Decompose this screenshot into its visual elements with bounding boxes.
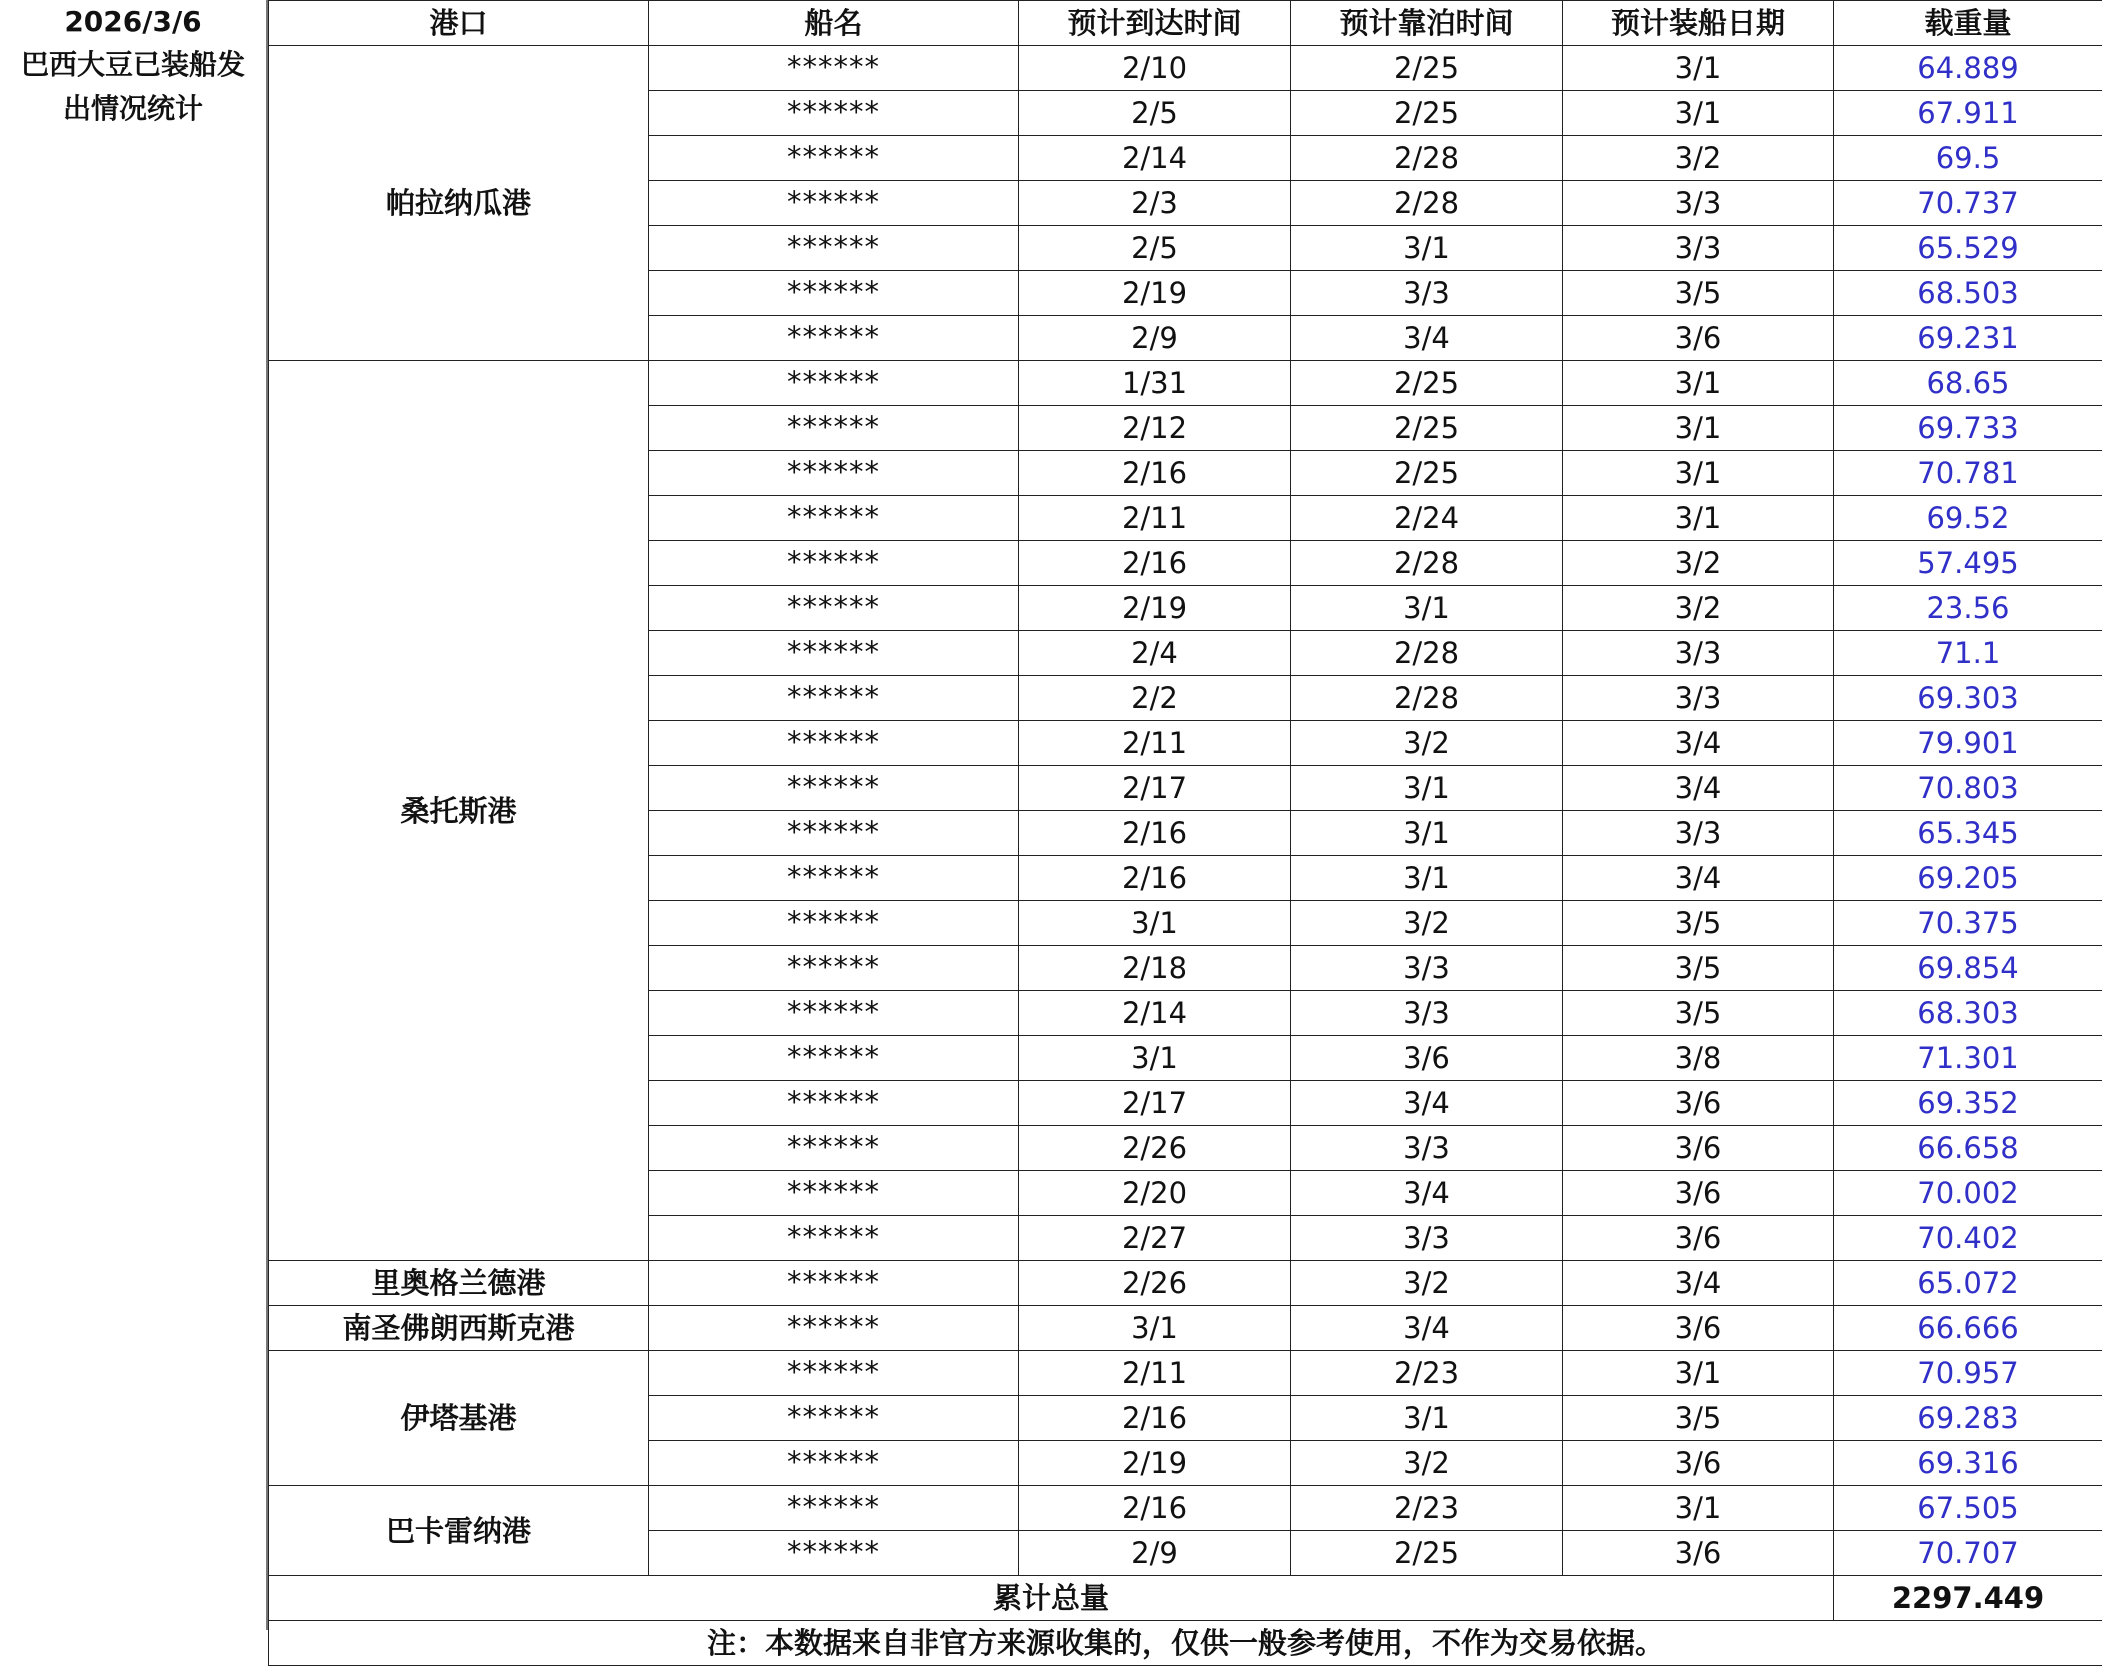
weight-cell: 70.002	[1834, 1171, 2102, 1216]
port-name-cell: 南圣佛朗西斯克港	[269, 1306, 649, 1351]
header-port: 港口	[269, 1, 649, 46]
load-date-cell: 3/1	[1563, 406, 1834, 451]
load-date-cell: 3/1	[1563, 361, 1834, 406]
arrival-cell: 2/11	[1019, 1351, 1291, 1396]
note-row	[269, 1621, 2102, 1666]
arrival-cell: 2/14	[1019, 991, 1291, 1036]
weight-cell: 69.352	[1834, 1081, 2102, 1126]
load-date-cell: 3/3	[1563, 676, 1834, 721]
port-name-cell: 伊塔基港	[269, 1351, 649, 1486]
arrival-cell: 2/4	[1019, 631, 1291, 676]
load-date-cell: 3/4	[1563, 721, 1834, 766]
arrival-cell: 2/16	[1019, 1396, 1291, 1441]
ship-name-cell: ******	[649, 1036, 1019, 1081]
header-row	[269, 1, 2102, 46]
berth-cell: 2/25	[1291, 361, 1563, 406]
berth-cell: 3/2	[1291, 1441, 1563, 1486]
arrival-cell: 2/19	[1019, 1441, 1291, 1486]
ship-name-cell: ******	[649, 1081, 1019, 1126]
arrival-cell: 2/16	[1019, 856, 1291, 901]
ship-name-cell: ******	[649, 1261, 1019, 1306]
weight-cell: 69.316	[1834, 1441, 2102, 1486]
arrival-cell: 2/27	[1019, 1216, 1291, 1261]
berth-cell: 3/3	[1291, 271, 1563, 316]
report-sidebar	[0, 0, 268, 1630]
weight-cell: 65.072	[1834, 1261, 2102, 1306]
load-date-cell: 3/3	[1563, 631, 1834, 676]
report-title: 巴西大豆已装船发出情况统计	[0, 43, 266, 131]
arrival-cell: 2/19	[1019, 271, 1291, 316]
ship-name-cell: ******	[649, 856, 1019, 901]
arrival-cell: 2/12	[1019, 406, 1291, 451]
berth-cell: 3/1	[1291, 226, 1563, 271]
ship-name-cell: ******	[649, 991, 1019, 1036]
ship-name-cell: ******	[649, 1531, 1019, 1576]
arrival-cell: 2/11	[1019, 496, 1291, 541]
ship-name-cell: ******	[649, 271, 1019, 316]
ship-name-cell: ******	[649, 1126, 1019, 1171]
berth-cell: 3/3	[1291, 991, 1563, 1036]
load-date-cell: 3/5	[1563, 1396, 1834, 1441]
weight-cell: 69.5	[1834, 136, 2102, 181]
load-date-cell: 3/5	[1563, 901, 1834, 946]
weight-cell: 71.301	[1834, 1036, 2102, 1081]
berth-cell: 2/24	[1291, 496, 1563, 541]
berth-cell: 3/3	[1291, 1126, 1563, 1171]
load-date-cell: 3/6	[1563, 1081, 1834, 1126]
ship-name-cell: ******	[649, 811, 1019, 856]
ship-name-cell: ******	[649, 496, 1019, 541]
weight-cell: 66.666	[1834, 1306, 2102, 1351]
ship-name-cell: ******	[649, 316, 1019, 361]
arrival-cell: 2/16	[1019, 1486, 1291, 1531]
header-arrival: 预计到达时间	[1019, 1, 1291, 46]
berth-cell: 2/23	[1291, 1486, 1563, 1531]
load-date-cell: 3/4	[1563, 766, 1834, 811]
arrival-cell: 2/18	[1019, 946, 1291, 991]
disclaimer-note: 注：本数据来自非官方来源收集的，仅供一般参考使用，不作为交易依据。	[269, 1621, 2102, 1666]
arrival-cell: 2/5	[1019, 91, 1291, 136]
arrival-cell: 2/26	[1019, 1126, 1291, 1171]
arrival-cell: 2/5	[1019, 226, 1291, 271]
ship-name-cell: ******	[649, 1171, 1019, 1216]
berth-cell: 2/28	[1291, 136, 1563, 181]
ship-name-cell: ******	[649, 541, 1019, 586]
load-date-cell: 3/1	[1563, 496, 1834, 541]
arrival-cell: 2/20	[1019, 1171, 1291, 1216]
arrival-cell: 2/16	[1019, 541, 1291, 586]
load-date-cell: 3/6	[1563, 1126, 1834, 1171]
load-date-cell: 3/2	[1563, 541, 1834, 586]
table-row	[269, 1261, 2102, 1306]
berth-cell: 3/4	[1291, 1081, 1563, 1126]
weight-cell: 65.529	[1834, 226, 2102, 271]
berth-cell: 2/25	[1291, 1531, 1563, 1576]
weight-cell: 57.495	[1834, 541, 2102, 586]
weight-cell: 70.707	[1834, 1531, 2102, 1576]
total-row	[269, 1576, 2102, 1621]
load-date-cell: 3/5	[1563, 946, 1834, 991]
load-date-cell: 3/6	[1563, 1171, 1834, 1216]
ship-name-cell: ******	[649, 91, 1019, 136]
ship-name-cell: ******	[649, 1486, 1019, 1531]
load-date-cell: 3/4	[1563, 856, 1834, 901]
ship-name-cell: ******	[649, 1306, 1019, 1351]
arrival-cell: 2/9	[1019, 1531, 1291, 1576]
ship-name-cell: ******	[649, 946, 1019, 991]
berth-cell: 2/25	[1291, 406, 1563, 451]
port-name-cell: 桑托斯港	[269, 361, 649, 1261]
load-date-cell: 3/1	[1563, 46, 1834, 91]
weight-cell: 68.303	[1834, 991, 2102, 1036]
berth-cell: 2/23	[1291, 1351, 1563, 1396]
weight-cell: 70.957	[1834, 1351, 2102, 1396]
total-value: 2297.449	[1834, 1576, 2102, 1621]
arrival-cell: 2/10	[1019, 46, 1291, 91]
weight-cell: 79.901	[1834, 721, 2102, 766]
arrival-cell: 2/17	[1019, 1081, 1291, 1126]
load-date-cell: 3/6	[1563, 1306, 1834, 1351]
ship-name-cell: ******	[649, 721, 1019, 766]
arrival-cell: 3/1	[1019, 901, 1291, 946]
berth-cell: 2/28	[1291, 676, 1563, 721]
port-name-cell: 里奥格兰德港	[269, 1261, 649, 1306]
berth-cell: 3/4	[1291, 1306, 1563, 1351]
load-date-cell: 3/1	[1563, 1486, 1834, 1531]
table-row	[269, 1306, 2102, 1351]
berth-cell: 3/2	[1291, 1261, 1563, 1306]
load-date-cell: 3/3	[1563, 226, 1834, 271]
table-row	[269, 361, 2102, 406]
ship-name-cell: ******	[649, 136, 1019, 181]
load-date-cell: 3/6	[1563, 1441, 1834, 1486]
weight-cell: 67.505	[1834, 1486, 2102, 1531]
berth-cell: 3/1	[1291, 766, 1563, 811]
load-date-cell: 3/5	[1563, 271, 1834, 316]
table-row	[269, 46, 2102, 91]
berth-cell: 2/25	[1291, 451, 1563, 496]
arrival-cell: 2/14	[1019, 136, 1291, 181]
berth-cell: 3/1	[1291, 856, 1563, 901]
berth-cell: 3/3	[1291, 946, 1563, 991]
table-body	[269, 46, 2102, 1576]
weight-cell: 71.1	[1834, 631, 2102, 676]
berth-cell: 2/28	[1291, 181, 1563, 226]
ship-name-cell: ******	[649, 901, 1019, 946]
ship-name-cell: ******	[649, 1396, 1019, 1441]
weight-cell: 69.303	[1834, 676, 2102, 721]
berth-cell: 3/2	[1291, 901, 1563, 946]
berth-cell: 3/1	[1291, 811, 1563, 856]
header-load-date: 预计装船日期	[1563, 1, 1834, 46]
load-date-cell: 3/8	[1563, 1036, 1834, 1081]
berth-cell: 2/28	[1291, 541, 1563, 586]
ship-name-cell: ******	[649, 586, 1019, 631]
berth-cell: 3/1	[1291, 586, 1563, 631]
weight-cell: 69.205	[1834, 856, 2102, 901]
weight-cell: 23.56	[1834, 586, 2102, 631]
load-date-cell: 3/5	[1563, 991, 1834, 1036]
ship-name-cell: ******	[649, 451, 1019, 496]
load-date-cell: 3/3	[1563, 811, 1834, 856]
weight-cell: 70.402	[1834, 1216, 2102, 1261]
berth-cell: 3/2	[1291, 721, 1563, 766]
weight-cell: 69.283	[1834, 1396, 2102, 1441]
weight-cell: 69.231	[1834, 316, 2102, 361]
header-ship: 船名	[649, 1, 1019, 46]
weight-cell: 70.737	[1834, 181, 2102, 226]
shipment-table	[268, 0, 2102, 1666]
load-date-cell: 3/2	[1563, 586, 1834, 631]
arrival-cell: 2/16	[1019, 811, 1291, 856]
berth-cell: 3/4	[1291, 1171, 1563, 1216]
total-label: 累计总量	[269, 1576, 1834, 1621]
ship-name-cell: ******	[649, 1351, 1019, 1396]
ship-name-cell: ******	[649, 631, 1019, 676]
ship-name-cell: ******	[649, 406, 1019, 451]
table-row	[269, 1486, 2102, 1531]
arrival-cell: 2/3	[1019, 181, 1291, 226]
port-name-cell: 巴卡雷纳港	[269, 1486, 649, 1576]
weight-cell: 69.854	[1834, 946, 2102, 991]
load-date-cell: 3/3	[1563, 181, 1834, 226]
berth-cell: 2/25	[1291, 46, 1563, 91]
berth-cell: 2/25	[1291, 91, 1563, 136]
ship-name-cell: ******	[649, 676, 1019, 721]
weight-cell: 67.911	[1834, 91, 2102, 136]
weight-cell: 68.65	[1834, 361, 2102, 406]
weight-cell: 69.52	[1834, 496, 2102, 541]
ship-name-cell: ******	[649, 46, 1019, 91]
header-weight: 载重量	[1834, 1, 2102, 46]
arrival-cell: 2/16	[1019, 451, 1291, 496]
arrival-cell: 3/1	[1019, 1306, 1291, 1351]
arrival-cell: 3/1	[1019, 1036, 1291, 1081]
berth-cell: 3/6	[1291, 1036, 1563, 1081]
weight-cell: 70.803	[1834, 766, 2102, 811]
ship-name-cell: ******	[649, 766, 1019, 811]
load-date-cell: 3/6	[1563, 1531, 1834, 1576]
load-date-cell: 3/2	[1563, 136, 1834, 181]
berth-cell: 2/28	[1291, 631, 1563, 676]
berth-cell: 3/3	[1291, 1216, 1563, 1261]
load-date-cell: 3/4	[1563, 1261, 1834, 1306]
arrival-cell: 1/31	[1019, 361, 1291, 406]
load-date-cell: 3/6	[1563, 316, 1834, 361]
berth-cell: 3/4	[1291, 316, 1563, 361]
load-date-cell: 3/1	[1563, 451, 1834, 496]
arrival-cell: 2/9	[1019, 316, 1291, 361]
arrival-cell: 2/19	[1019, 586, 1291, 631]
header-berth: 预计靠泊时间	[1291, 1, 1563, 46]
arrival-cell: 2/26	[1019, 1261, 1291, 1306]
weight-cell: 65.345	[1834, 811, 2102, 856]
weight-cell: 64.889	[1834, 46, 2102, 91]
load-date-cell: 3/1	[1563, 91, 1834, 136]
weight-cell: 68.503	[1834, 271, 2102, 316]
load-date-cell: 3/6	[1563, 1216, 1834, 1261]
ship-name-cell: ******	[649, 361, 1019, 406]
weight-cell: 70.375	[1834, 901, 2102, 946]
arrival-cell: 2/2	[1019, 676, 1291, 721]
weight-cell: 66.658	[1834, 1126, 2102, 1171]
ship-name-cell: ******	[649, 226, 1019, 271]
arrival-cell: 2/11	[1019, 721, 1291, 766]
arrival-cell: 2/17	[1019, 766, 1291, 811]
weight-cell: 69.733	[1834, 406, 2102, 451]
ship-name-cell: ******	[649, 1441, 1019, 1486]
weight-cell: 70.781	[1834, 451, 2102, 496]
berth-cell: 3/1	[1291, 1396, 1563, 1441]
load-date-cell: 3/1	[1563, 1351, 1834, 1396]
report-date: 2026/3/6	[0, 1, 266, 43]
table-row	[269, 1351, 2102, 1396]
ship-name-cell: ******	[649, 1216, 1019, 1261]
ship-name-cell: ******	[649, 181, 1019, 226]
port-name-cell: 帕拉纳瓜港	[269, 46, 649, 361]
